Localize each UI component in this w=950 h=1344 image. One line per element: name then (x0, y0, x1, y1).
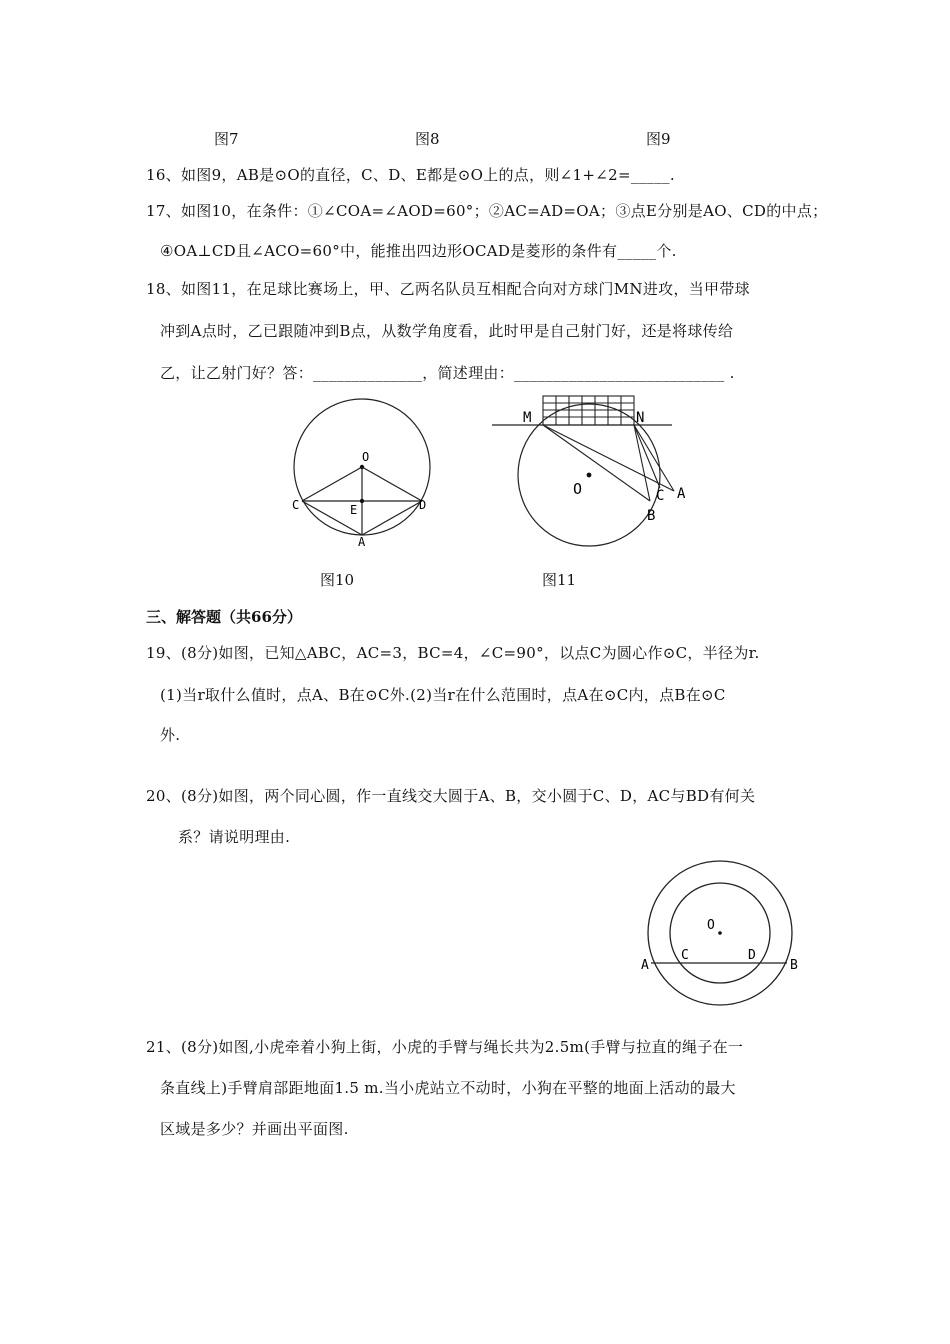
figure-11 (488, 390, 698, 555)
fig11-center-O (587, 473, 592, 478)
fig10-label-D: D (419, 498, 427, 512)
question-17-line1: 17、如图10，在条件：①∠COA=∠AOD=60°；②AC=AD=OA；③点E分别是AO、CD的中点； (146, 202, 828, 220)
fig10-point-O (360, 465, 364, 469)
figure-20 (632, 855, 812, 1015)
caption-fig10: 图10 (320, 571, 355, 589)
question-19-line2: (1)当r取什么值时，点A、B在⊙C外.(2)当r在什么范围时，点A在⊙C内，点B在⊙C (160, 686, 726, 704)
fig10-label-O: O (362, 450, 370, 464)
question-20-line2: 系？请说明理由. (178, 828, 291, 846)
caption-fig9: 图9 (646, 130, 671, 148)
fig20-label-C: C (681, 948, 689, 963)
figure-10 (280, 395, 450, 555)
question-17-line2: ④OA⊥CD且∠ACO=60°中，能推出四边形OCAD是菱形的条件有_____个. (160, 242, 677, 260)
fig10-label-A: A (358, 535, 366, 549)
caption-fig11: 图11 (542, 571, 577, 589)
fig11-label-N: N (636, 410, 645, 426)
fig10-segment-DA (362, 501, 422, 535)
fig11-label-O: O (573, 480, 583, 498)
question-18-line1: 18、如图11，在足球比赛场上，甲、乙两名队员互相配合向对方球门MN进攻，当甲带球 (146, 280, 750, 298)
fig10-point-E (360, 499, 364, 503)
fig11-label-M: M (523, 410, 532, 426)
fig20-label-A: A (641, 958, 649, 973)
question-20-line1: 20、(8分)如图，两个同心圆，作一直线交大圆于A、B，交小圆于C、D，AC与BD有何关 (146, 787, 756, 805)
caption-fig7: 图7 (214, 130, 239, 148)
caption-fig8: 图8 (415, 130, 440, 148)
fig11-label-A: A (677, 486, 686, 502)
fig10-segment-OD (362, 467, 422, 501)
fig20-label-D: D (748, 948, 756, 963)
fig11-label-C: C (656, 488, 665, 504)
fig11-shot-lines (543, 425, 674, 501)
question-21-line1: 21、(8分)如图,小虎牵着小狗上街，小虎的手臂与绳长共为2.5m(手臂与拉直的绳子在一 (146, 1038, 744, 1056)
fig20-label-B: B (790, 958, 798, 973)
question-18-line3: 乙，让乙射门好？答：______________，简述理由：___________________________ . (160, 364, 735, 382)
question-19-line1: 19、(8分)如图，已知△ABC，AC=3，BC=4，∠C=90°，以点C为圆心作⊙C，半径为r. (146, 644, 760, 662)
fig10-label-E: E (350, 503, 358, 517)
fig10-label-C: C (292, 498, 300, 512)
question-21-line2: 条直线上)手臂肩部距地面1.5 m.当小虎站立不动时，小狗在平整的地面上活动的最大 (160, 1079, 736, 1097)
fig20-center-O (718, 931, 722, 935)
fig20-label-O: O (707, 918, 715, 933)
question-16: 16、如图9，AB是⊙O的直径，C、D、E都是⊙O上的点，则∠1+∠2=_____. (146, 166, 675, 184)
question-19-line3: 外. (160, 726, 181, 744)
fig11-goal-net (543, 396, 634, 425)
question-21-line3: 区域是多少？并画出平面图. (160, 1120, 349, 1138)
fig10-segment-OC (302, 467, 362, 501)
question-18-line2: 冲到A点时，乙已跟随冲到B点，从数学角度看，此时甲是自己射门好，还是将球传给 (160, 322, 734, 340)
section-3-heading: 三、解答题（共66分） (146, 608, 302, 626)
fig11-label-B: B (647, 508, 656, 524)
